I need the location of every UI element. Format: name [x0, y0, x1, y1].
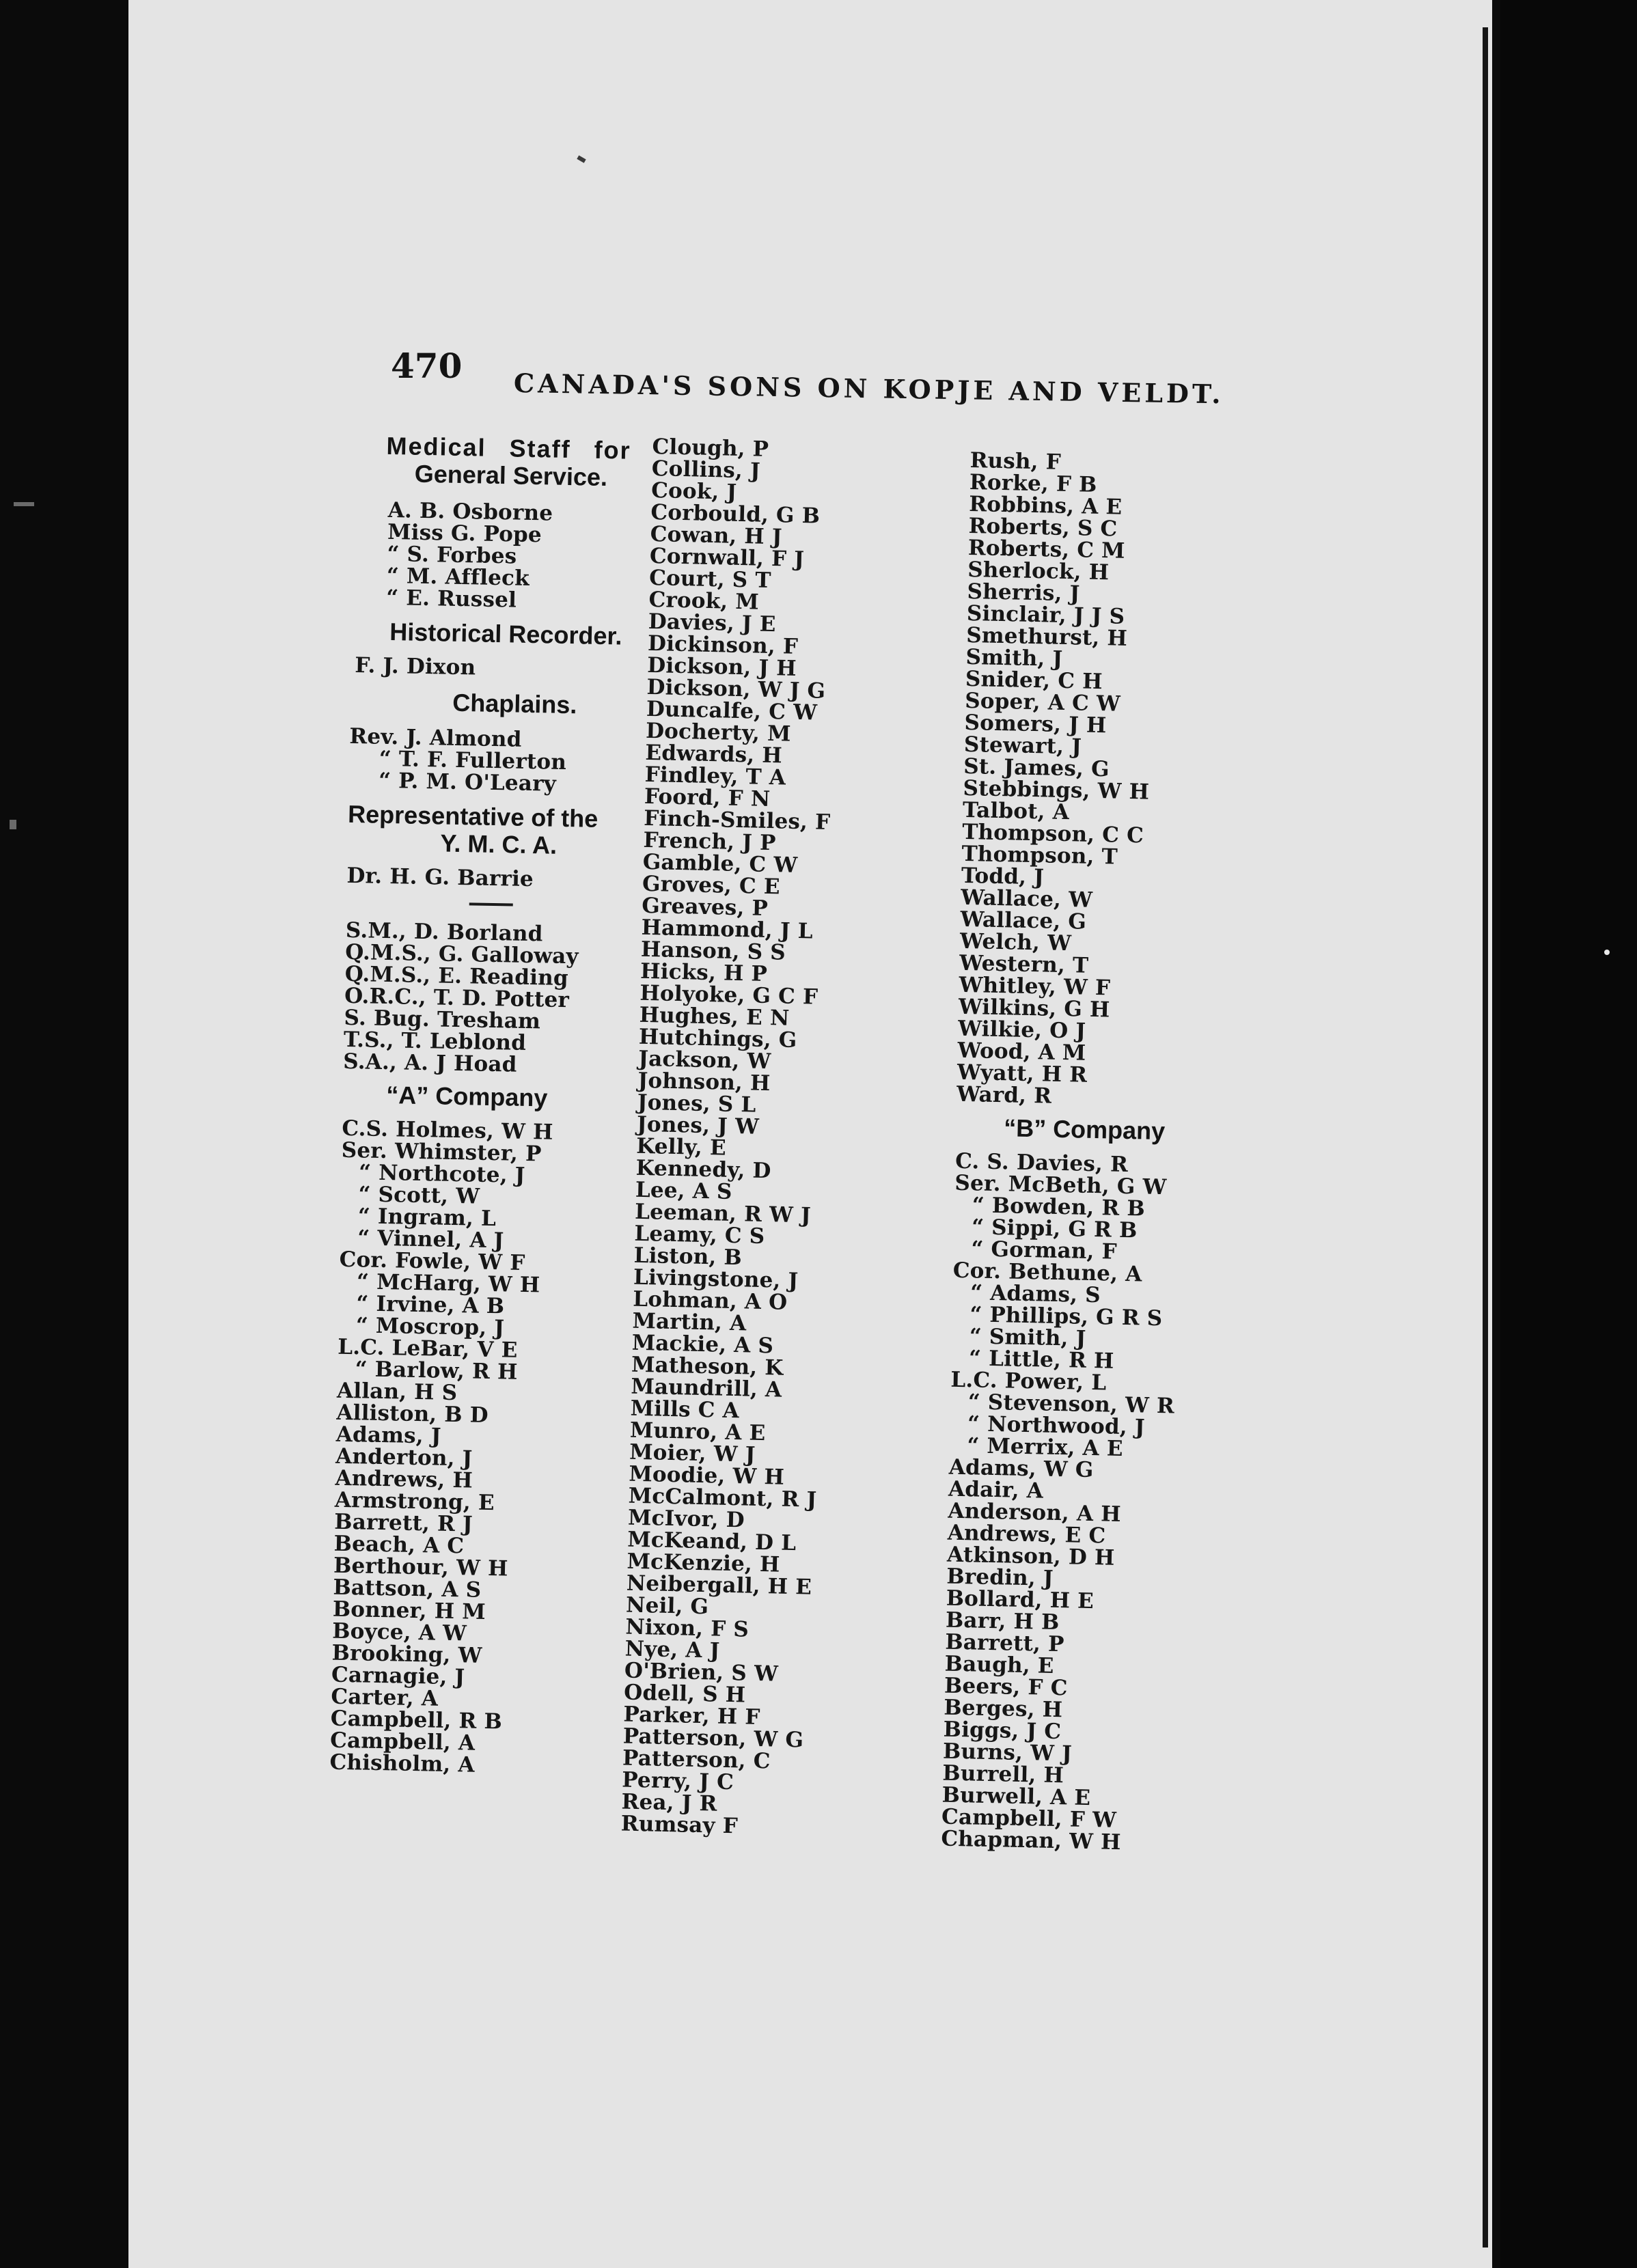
list-item: Nixon, F S: [625, 1614, 749, 1642]
list-item: Burns, W J: [942, 1739, 1073, 1767]
list-item: Rush, F: [969, 448, 1062, 475]
list-item: Thompson, T: [961, 841, 1118, 870]
chaplains-list: [348, 725, 671, 797]
list-item: S. Bug. Tresham: [344, 1005, 541, 1034]
list-item: Liston, B: [633, 1243, 743, 1271]
list-item: Matheson, K: [631, 1352, 784, 1381]
list-item: Patterson, C: [622, 1745, 771, 1774]
list-item: Johnson, H: [637, 1068, 771, 1096]
list-item: Hutchings, G: [638, 1024, 797, 1053]
section-heading-historical-recorder: Historical Recorder.: [389, 618, 622, 650]
list-item: Barrett, R J: [334, 1509, 473, 1537]
list-item: McCalmont, R J: [628, 1483, 817, 1512]
list-item: Anderson, A H: [948, 1498, 1122, 1527]
list-item: Leamy, C S: [634, 1221, 765, 1249]
list-item: Boyce, A W: [331, 1618, 467, 1646]
list-item: S.A., A. J Hoad: [342, 1049, 517, 1077]
divider: [469, 902, 513, 906]
scan-speck: [14, 502, 34, 506]
list-item: Roberts, S C: [968, 513, 1118, 542]
list-item: Andrews, E C: [947, 1520, 1106, 1549]
list-item: Mackie, A S: [631, 1330, 774, 1359]
list-item: Barr, H B: [945, 1607, 1060, 1635]
list-item: Smith, J: [965, 644, 1063, 672]
list-item: Barrett, P: [945, 1629, 1064, 1657]
list-item: Sherlock, H: [967, 557, 1110, 585]
scan-speck: [10, 820, 16, 829]
list-item: “ Northwood, J: [967, 1411, 1146, 1440]
column-3: [941, 450, 1257, 1855]
list-item: Wallace, G: [960, 907, 1087, 935]
list-item: “ Vinnel, A J: [357, 1226, 504, 1254]
list-item: Gamble, C W: [642, 849, 798, 878]
list-item: Wilkie, O J: [957, 1016, 1086, 1044]
list-item: McKeand, D L: [627, 1527, 797, 1556]
list-item: “ P. M. O'Leary: [378, 768, 557, 797]
list-item: Beach, A C: [333, 1531, 465, 1559]
list-item: C. S. Davies, R: [954, 1148, 1129, 1178]
scan-border: [1500, 0, 1637, 2268]
list-item: Kennedy, D: [635, 1155, 772, 1184]
list-item: Mills C A: [630, 1396, 740, 1424]
list-item: Rumsay F: [620, 1811, 739, 1839]
list-item: Robbins, A E: [968, 491, 1123, 520]
list-item: “ S. Forbes: [387, 541, 517, 569]
list-item: Berges, H: [944, 1695, 1063, 1723]
list-item: Campbell, F W: [941, 1804, 1117, 1833]
list-item: Carter, A: [331, 1684, 439, 1711]
list-item: Chisholm, A: [329, 1750, 475, 1778]
list-item: French, J P: [643, 827, 776, 856]
list-item: Hicks, H P: [639, 958, 768, 987]
list-item: “ Northcote, J: [358, 1160, 525, 1188]
list-item: “ Sippi, G R B: [971, 1215, 1138, 1243]
list-item: Crook, M: [648, 587, 760, 615]
list-item: Leeman, R W J: [634, 1199, 812, 1228]
list-item: Wilkins, G H: [958, 994, 1110, 1023]
list-item: “ Barlow, R H: [355, 1357, 518, 1385]
list-item: Burwell, A E: [941, 1782, 1091, 1811]
list-item: “ Little, R H: [968, 1346, 1114, 1374]
medical-staff-list: [352, 499, 675, 614]
list-item: Allan, H S: [336, 1378, 458, 1406]
list-item: Wallace, W: [960, 885, 1093, 913]
list-item: Todd, J: [961, 863, 1045, 890]
list-item: McKenzie, H: [627, 1549, 780, 1577]
list-item: Neibergall, H E: [626, 1571, 812, 1600]
list-item: Holyoke, G C F: [639, 980, 818, 1010]
column-1: [329, 432, 676, 1780]
list-item: F. J. Dixon: [355, 653, 476, 680]
staff-list: [343, 919, 667, 1079]
list-item: Snider, C H: [965, 666, 1103, 695]
list-item: Brooking, W: [331, 1640, 482, 1668]
historical-recorder-list: [350, 654, 672, 682]
running-head: CANADA'S SONS ON KOPJE AND VELDT.: [513, 368, 1224, 410]
list-item: Miss G. Pope: [387, 519, 542, 548]
section-heading-medical-staff: General Service.: [414, 459, 608, 492]
list-item: Beers, F C: [944, 1673, 1068, 1701]
list-item: Jackson, W: [637, 1046, 771, 1075]
list-item: Lohman, A O: [632, 1286, 788, 1315]
list-item: Patterson, W G: [622, 1724, 804, 1753]
list-item: “ Stevenson, W R: [967, 1389, 1175, 1419]
list-item: Moier, W J: [629, 1439, 756, 1467]
list-item: T.S., T. Leblond: [343, 1027, 527, 1055]
section-heading-b-company: “B” Company: [1003, 1114, 1166, 1146]
list-item: Burrell, H: [942, 1760, 1064, 1788]
list-item: Wood, A M: [957, 1038, 1086, 1066]
list-item: Clough, P: [652, 434, 769, 462]
list-item: Campbell, A: [329, 1728, 476, 1756]
list-item: Adams, J: [335, 1422, 442, 1449]
list-item: Q.M.S., G. Galloway: [345, 939, 579, 969]
list-item: Rorke, F B: [969, 469, 1097, 497]
list-item: Foord, F N: [644, 784, 771, 812]
list-item: Whitley, W F: [959, 972, 1111, 1001]
list-item: “ E. Russel: [385, 585, 517, 613]
list-item: Parker, H F: [623, 1702, 760, 1730]
list-item: Welch, W: [959, 928, 1072, 956]
list-item: “ Ingram, L: [357, 1204, 497, 1232]
list-item: Neil, G: [625, 1592, 709, 1620]
list-item: Davies, J E: [648, 609, 777, 637]
list-item: Munro, A E: [629, 1418, 766, 1446]
list-item: Hammond, J L: [641, 915, 814, 944]
list-item: “ Adams, S: [969, 1280, 1101, 1308]
list-item: “ Smith, J: [969, 1324, 1086, 1351]
list-item: “ T. F. Fullerton: [379, 746, 567, 775]
list-item: Andrews, H: [335, 1465, 473, 1493]
list-item: Cowan, H J: [650, 521, 783, 550]
list-item: Hanson, S S: [640, 937, 786, 965]
list-item: Collins, J: [651, 456, 761, 484]
list-item: Edwards, H: [645, 740, 783, 769]
list-item: Somers, J H: [964, 710, 1107, 738]
list-item: Jones, S L: [637, 1090, 756, 1118]
list-item: McIvor, D: [627, 1505, 745, 1533]
list-item: Bonner, H M: [332, 1596, 486, 1624]
section-heading-ymca: Y. M. C. A.: [440, 829, 558, 859]
list-item: “ M. Affleck: [386, 563, 530, 591]
list-item: Dickson, J H: [646, 652, 797, 681]
section-heading-a-company: “A” Company: [385, 1081, 548, 1112]
list-item: S.M., D. Borland: [345, 917, 543, 947]
section-heading-medical-staff: Medical Staff for: [386, 431, 631, 465]
list-item: Cornwall, F J: [649, 543, 805, 572]
list-item: “ Phillips, G R S: [969, 1302, 1163, 1331]
list-item: Hughes, E N: [639, 1002, 790, 1031]
list-item: Talbot, A: [962, 797, 1070, 825]
list-item: Bollard, H E: [946, 1586, 1095, 1614]
list-item: Thompson, C C: [961, 819, 1144, 848]
list-item: Sherris, J: [967, 579, 1080, 607]
list-item: Dr. H. G. Barrie: [346, 863, 534, 892]
scan-speck: [1604, 950, 1610, 955]
list-item: C.S. Holmes, W H: [342, 1116, 553, 1145]
ymca-list: [346, 865, 668, 893]
list-item: Martin, A: [632, 1308, 747, 1336]
list-item: Chapman, W H: [941, 1826, 1122, 1855]
list-item: Nye, A J: [624, 1636, 720, 1663]
list-item: Ward, R: [956, 1081, 1052, 1109]
list-item: Q.M.S., E. Reading: [344, 961, 569, 991]
list-item: Cook, J: [650, 478, 737, 505]
list-item: Greaves, P: [641, 893, 769, 922]
list-item: Armstrong, E: [334, 1487, 495, 1516]
list-item: Docherty, M: [645, 718, 792, 747]
list-item: Ser. McBeth, G W: [954, 1170, 1167, 1200]
list-item: Cor. Bethune, A: [952, 1258, 1142, 1287]
list-item: L.C. LeBar, V E: [337, 1334, 518, 1363]
list-item: Groves, C E: [642, 871, 781, 900]
list-item: “ Gorman, F: [971, 1236, 1118, 1264]
list-item: Smethurst, H: [965, 622, 1128, 651]
list-item: Jones, J W: [636, 1111, 760, 1139]
list-item: Campbell, R B: [330, 1706, 503, 1734]
list-item: Atkinson, D H: [946, 1542, 1115, 1571]
list-item: “ Bowden, R B: [972, 1193, 1146, 1221]
list-item: “ McHarg, W H: [356, 1269, 540, 1298]
list-item: Stebbings, W H: [963, 775, 1150, 805]
list-item: Cor. Fowle, W F: [339, 1247, 525, 1275]
list-item: “ Scott, W: [358, 1182, 480, 1209]
list-item: “ Merrix, A E: [967, 1433, 1124, 1462]
list-item: Findley, T A: [644, 762, 786, 790]
list-item: Ser. Whimster, P: [341, 1137, 542, 1167]
list-item: Adair, A: [948, 1476, 1044, 1504]
page-number: 470: [391, 346, 463, 386]
list-item: Anderton, J: [335, 1443, 473, 1471]
column-2: [621, 436, 946, 1841]
list-item: Western, T: [959, 950, 1089, 978]
list-item: Rea, J R: [621, 1789, 717, 1816]
list-item: Dickson, W J G: [646, 674, 826, 704]
list-item: Livingstone, J: [633, 1264, 799, 1294]
list-item: Moodie, W H: [629, 1461, 785, 1490]
list-item: Lee, A S: [635, 1177, 732, 1204]
list-item: Kelly, E: [635, 1133, 727, 1161]
list-item: Baugh, E: [944, 1651, 1054, 1678]
list-item: Bredin, J: [946, 1564, 1054, 1591]
list-item: “ Irvine, A B: [356, 1291, 505, 1319]
list-item: Finch-Smiles, F: [643, 805, 831, 835]
list-item: Odell, S H: [623, 1680, 746, 1708]
list-item: Berthour, W H: [333, 1553, 508, 1581]
list-item: Sinclair, J J S: [966, 600, 1125, 629]
list-item: “ Moscrop, J: [355, 1313, 505, 1341]
list-item: Perry, J C: [621, 1767, 734, 1795]
section-heading-ymca: Representative of the: [347, 799, 599, 833]
list-item: O.R.C., T. D. Potter: [344, 983, 570, 1013]
list-item: L.C. Power, L: [950, 1367, 1107, 1396]
list-item: Dickinson, F: [647, 631, 799, 659]
section-heading-chaplains: Chaplains.: [452, 688, 577, 719]
page-edge-line: [1483, 27, 1488, 2248]
list-item: Rev. J. Almond: [349, 723, 522, 752]
list-item: Duncalfe, C W: [646, 696, 818, 725]
list-item: O'Brien, S W: [624, 1658, 779, 1687]
b-company-list: [941, 1150, 1242, 1856]
list-item: Carnagie, J: [331, 1662, 465, 1690]
list-item: Battson, A S: [333, 1575, 482, 1603]
list-item: Roberts, C M: [967, 535, 1126, 564]
list-item: Biggs, J C: [943, 1717, 1062, 1745]
list-item: Corbould, G B: [650, 499, 821, 529]
list-item: St. James, G: [963, 753, 1110, 782]
list-item: Stewart, J: [963, 732, 1082, 760]
list-item: A. B. Osborne: [387, 497, 553, 526]
a-company-list: [329, 1118, 663, 1780]
list-item: Adams, W G: [948, 1454, 1094, 1483]
list-item: Soper, A C W: [964, 688, 1121, 717]
list-item: Court, S T: [648, 565, 772, 593]
list-item: Wyatt, H R: [957, 1060, 1088, 1088]
list-item: Alliston, B D: [336, 1400, 489, 1428]
list-item: Maundrill, A: [631, 1374, 782, 1402]
